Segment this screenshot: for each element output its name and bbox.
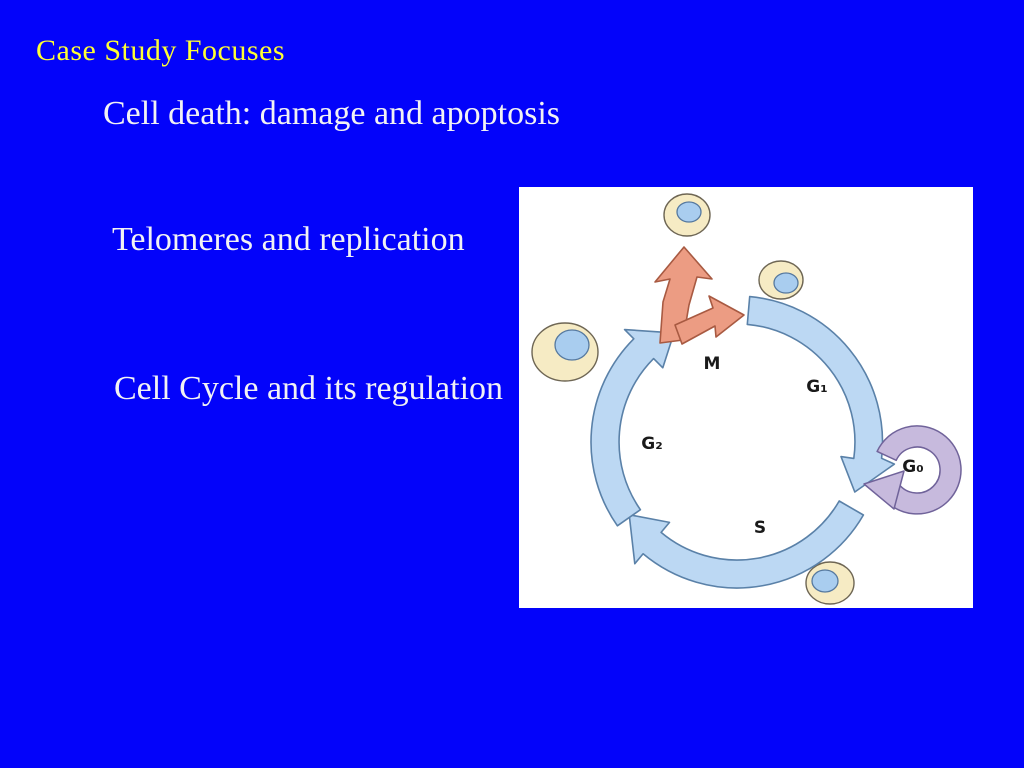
- bullet-telomeres: Telomeres and replication: [112, 221, 465, 258]
- label-g2-phase: G₂: [641, 434, 663, 454]
- bullet-cell-death: Cell death: damage and apoptosis: [103, 95, 560, 132]
- label-g0-phase: G₀: [902, 457, 924, 477]
- label-m-phase: M: [703, 354, 721, 374]
- cell-top-right: [759, 261, 803, 299]
- label-g1-phase: G₁: [806, 377, 828, 397]
- bullet-cell-cycle: Cell Cycle and its regulation: [114, 370, 504, 407]
- cell-bottom-right: [806, 562, 854, 604]
- cell-cycle-figure: [519, 187, 973, 608]
- slide-title: Case Study Focuses: [36, 34, 285, 67]
- cell-cycle-diagram: [519, 187, 973, 608]
- label-s-phase: S: [753, 518, 767, 538]
- g2-phase-arrow: [591, 330, 674, 526]
- cell-top-center: [664, 194, 710, 236]
- cell-left: [532, 323, 598, 381]
